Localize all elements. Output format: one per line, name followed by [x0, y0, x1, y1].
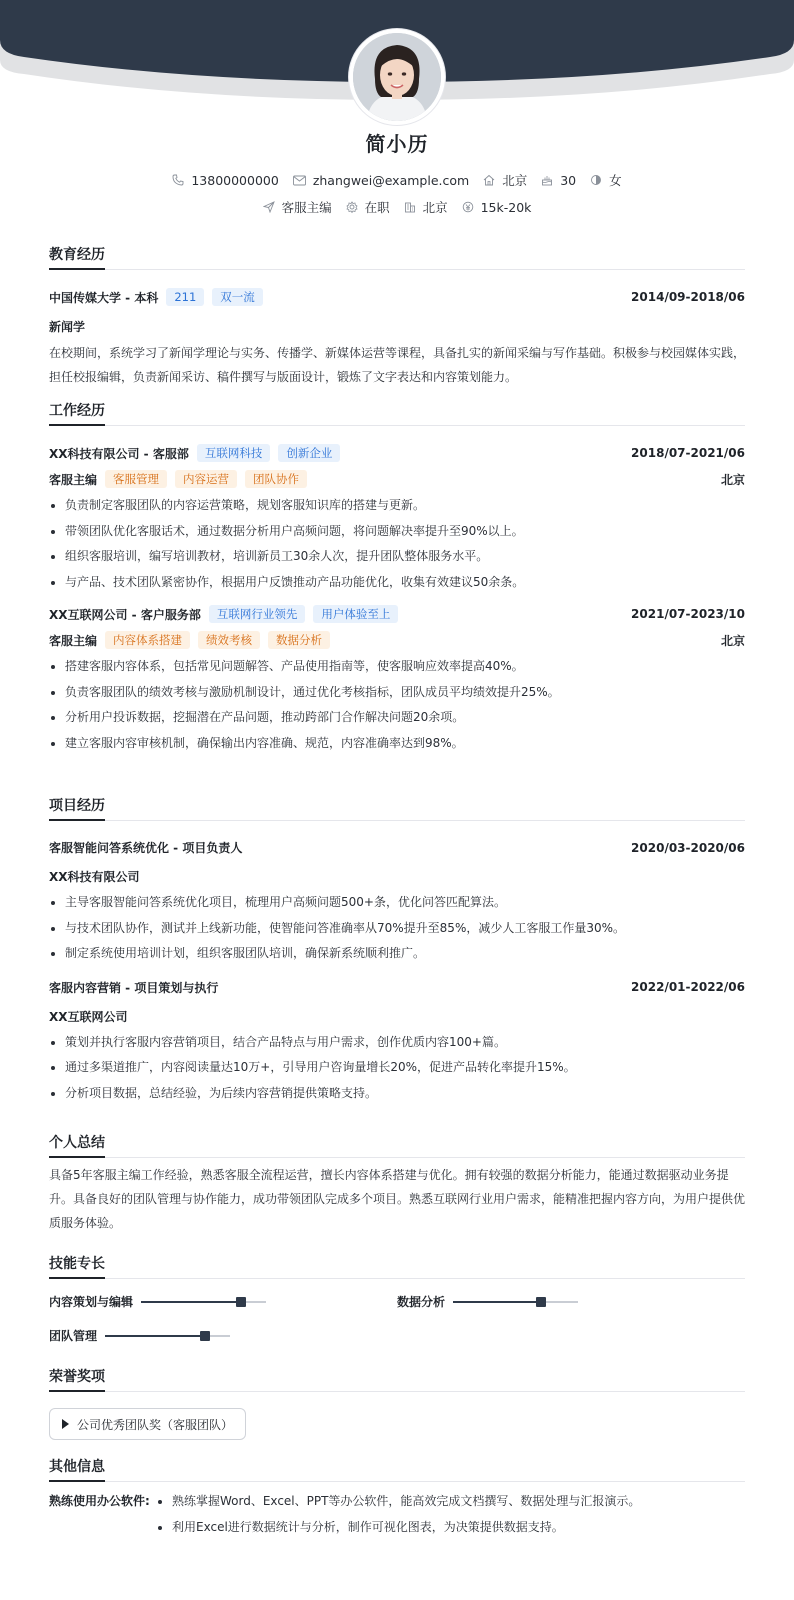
work-period: 2018/07-2021/06 — [631, 446, 745, 460]
skill-name: 内容策划与编辑 — [49, 1295, 134, 1309]
project-header — [49, 839, 745, 856]
project-name: 客服内容营销 - 项目策划与执行 — [49, 980, 219, 995]
list-item: 通过多渠道推广，内容阅读量达10万+，引导用户咨询量增长20%，促进产品转化率提升15%。 — [49, 1055, 745, 1081]
home-icon — [483, 174, 495, 186]
skill-level-bar — [105, 1335, 230, 1337]
project-company: XX互联网公司 — [49, 1009, 128, 1024]
skill-level-knob — [536, 1297, 546, 1307]
gender-info — [590, 171, 622, 189]
hometown-info — [483, 171, 527, 189]
other-bullets — [156, 1489, 640, 1540]
status-text: 在职 — [364, 200, 390, 215]
school-tag: 211 — [166, 288, 204, 306]
skill-level-fill — [141, 1301, 241, 1303]
candidate-name: 简小历 — [365, 132, 429, 156]
role-tag: 内容体系搭建 — [105, 631, 190, 649]
skill-level-fill — [105, 1335, 205, 1337]
list-item: 熟练掌握Word、Excel、PPT等办公软件，能高效完成文档撰写、数据处理与汇报演示。 — [156, 1489, 640, 1515]
awards-section — [49, 1366, 745, 1456]
send-icon — [263, 201, 275, 213]
section-title: 技能专长 — [49, 1253, 745, 1279]
skill-item — [49, 1327, 230, 1344]
school-tag: 双一流 — [212, 288, 263, 306]
gear-icon — [346, 201, 358, 213]
target-position-text: 客服主编 — [281, 200, 332, 215]
section-title: 个人总结 — [49, 1132, 745, 1158]
work-header — [49, 605, 745, 623]
money-icon — [462, 201, 474, 213]
section-title: 荣誉奖项 — [49, 1366, 745, 1392]
target-city-info — [404, 198, 448, 216]
work-section — [49, 400, 745, 795]
project-company-row — [49, 868, 745, 885]
hometown-text: 北京 — [502, 173, 528, 188]
skill-name: 数据分析 — [397, 1295, 446, 1309]
resume-content — [49, 244, 745, 1540]
avatar — [349, 29, 445, 125]
building-icon — [404, 201, 416, 213]
work-city: 北京 — [720, 633, 745, 648]
list-item: 带领团队优化客服话术，通过数据分析用户高频问题，将问题解决率提升至90%以上。 — [49, 519, 745, 545]
list-item: 组织客服培训，编写培训教材，培训新员工30余人次，提升团队整体服务水平。 — [49, 544, 745, 570]
company-name: XX互联网公司 - 客户服务部 — [49, 607, 201, 622]
triangle-icon — [62, 1419, 69, 1429]
work-header — [49, 444, 745, 462]
role-tag: 客服管理 — [105, 470, 167, 488]
work-city: 北京 — [720, 472, 745, 487]
list-item: 策划并执行客服内容营销项目，结合产品特点与用户需求，创作优质内容100+篇。 — [49, 1030, 745, 1056]
project-company: XX科技有限公司 — [49, 870, 140, 884]
education-section — [49, 244, 745, 400]
list-item: 分析用户投诉数据，挖掘潜在产品问题，推动跨部门合作解决问题20余项。 — [49, 705, 745, 731]
project-period: 2022/01-2022/06 — [631, 980, 745, 994]
role-tag: 数据分析 — [268, 631, 330, 649]
list-item: 建立客服内容审核机制，确保输出内容准确、规范，内容准确率达到98%。 — [49, 731, 745, 757]
work-period: 2021/07-2023/10 — [631, 607, 745, 621]
list-item: 搭建客服内容体系，包括常见问题解答、产品使用指南等，使客服响应效率提高40%。 — [49, 654, 745, 680]
contact-info-row — [0, 171, 794, 189]
project-bullets — [49, 890, 745, 967]
school-name: 中国传媒大学 - 本科 — [49, 290, 159, 305]
major: 新闻学 — [49, 320, 86, 334]
role-tag: 内容运营 — [175, 470, 237, 488]
skill-level-knob — [200, 1331, 210, 1341]
section-title: 工作经历 — [49, 400, 745, 426]
project-section — [49, 795, 745, 1132]
company-tag: 互联网科技 — [197, 444, 271, 462]
phone-text: 13800000000 — [191, 172, 279, 188]
role-name: 客服主编 — [49, 472, 98, 487]
gender-icon — [590, 174, 602, 186]
job-intention-row — [0, 198, 794, 216]
company-name: XX科技有限公司 - 客服部 — [49, 446, 189, 461]
email-info — [293, 173, 469, 188]
salary-text: 15k-20k — [480, 199, 532, 215]
list-item: 与技术团队协作，测试并上线新功能，使智能问答准确率从70%提升至85%，减少人工客服工作量30%。 — [49, 916, 745, 942]
role-tag: 团队协作 — [245, 470, 307, 488]
phone-info — [172, 173, 278, 188]
role-tag: 绩效考核 — [198, 631, 260, 649]
skills-section — [49, 1253, 745, 1366]
education-description: 在校期间，系统学习了新闻学理论与实务、传播学、新媒体运营等课程，具备扎实的新闻采编与写作基础。积极参与校园媒体实践，担任校报编辑，负责新闻采访、稿件撰写与版面设计，锻炼了文字表达和内容策划能力。 — [49, 346, 746, 384]
major-row — [49, 318, 745, 335]
project-period: 2020/03-2020/06 — [631, 840, 745, 855]
status-info — [346, 198, 390, 216]
project-bullets — [49, 1030, 745, 1107]
skill-level-bar — [141, 1301, 266, 1303]
education-period: 2014/09-2018/06 — [631, 290, 745, 304]
summary-text: 具备5年客服主编工作经验，熟悉客服全流程运营，擅长内容体系搭建与优化。拥有较强的数据分析能力，能通过数据驱动业务提升。具备良好的团队管理与协作能力，成功带领团队完成多个项目。熟悉互联网行业用户需求，能精准把握内容方向，为用户提供优质服务体验。 — [49, 1168, 746, 1230]
list-item: 与产品、技术团队紧密协作，根据用户反馈推动产品功能优化，收集有效建议50余条。 — [49, 570, 745, 596]
skill-level-fill — [453, 1301, 541, 1303]
skill-name: 团队管理 — [49, 1329, 98, 1343]
age-text: 30 — [560, 172, 577, 188]
role-row — [49, 470, 745, 488]
salary-info — [462, 200, 532, 215]
list-item: 负责制定客服团队的内容运营策略，规划客服知识库的搭建与更新。 — [49, 493, 745, 519]
project-name: 客服智能问答系统优化 - 项目负责人 — [49, 841, 243, 855]
cake-icon — [541, 174, 553, 186]
work-bullets — [49, 654, 745, 756]
other-label: 熟练使用办公软件: — [49, 1494, 150, 1508]
list-item: 分析项目数据，总结经验，为后续内容营销提供策略支持。 — [49, 1081, 745, 1107]
list-item: 制定系统使用培训计划，组织客服团队培训，确保新系统顺利推广。 — [49, 941, 745, 967]
phone-icon — [172, 174, 184, 186]
work-bullets — [49, 493, 745, 595]
other-info-row — [49, 1489, 745, 1540]
project-header — [49, 979, 745, 996]
company-tag: 创新企业 — [278, 444, 340, 462]
education-header — [49, 288, 745, 306]
award-name: 公司优秀团队奖（客服团队） — [77, 1417, 234, 1432]
email-text: zhangwei@example.com — [312, 172, 470, 188]
target-city-text: 北京 — [422, 200, 448, 215]
skill-level-knob — [236, 1297, 246, 1307]
other-section — [49, 1456, 745, 1540]
age-info — [541, 173, 576, 188]
skill-level-bar — [453, 1301, 578, 1303]
section-title: 教育经历 — [49, 244, 745, 270]
list-item: 负责客服团队的绩效考核与激励机制设计，通过优化考核指标，团队成员平均绩效提升25%。 — [49, 680, 745, 706]
skill-item — [397, 1293, 578, 1310]
company-tag: 互联网行业领先 — [209, 605, 306, 623]
section-title: 其他信息 — [49, 1456, 745, 1482]
award-item — [49, 1408, 246, 1440]
section-title: 项目经历 — [49, 795, 745, 821]
list-item: 利用Excel进行数据统计与分析，制作可视化图表，为决策提供数据支持。 — [156, 1515, 640, 1541]
company-tag: 用户体验至上 — [313, 605, 398, 623]
role-row — [49, 631, 745, 649]
list-item: 主导客服智能问答系统优化项目，梳理用户高频问题500+条，优化问答匹配算法。 — [49, 890, 745, 916]
project-company-row — [49, 1008, 745, 1025]
skill-item — [49, 1293, 266, 1310]
target-position-info — [263, 198, 332, 216]
role-name: 客服主编 — [49, 633, 98, 648]
summary-section — [49, 1132, 745, 1253]
gender-text: 女 — [609, 173, 622, 188]
mail-icon — [293, 175, 306, 186]
